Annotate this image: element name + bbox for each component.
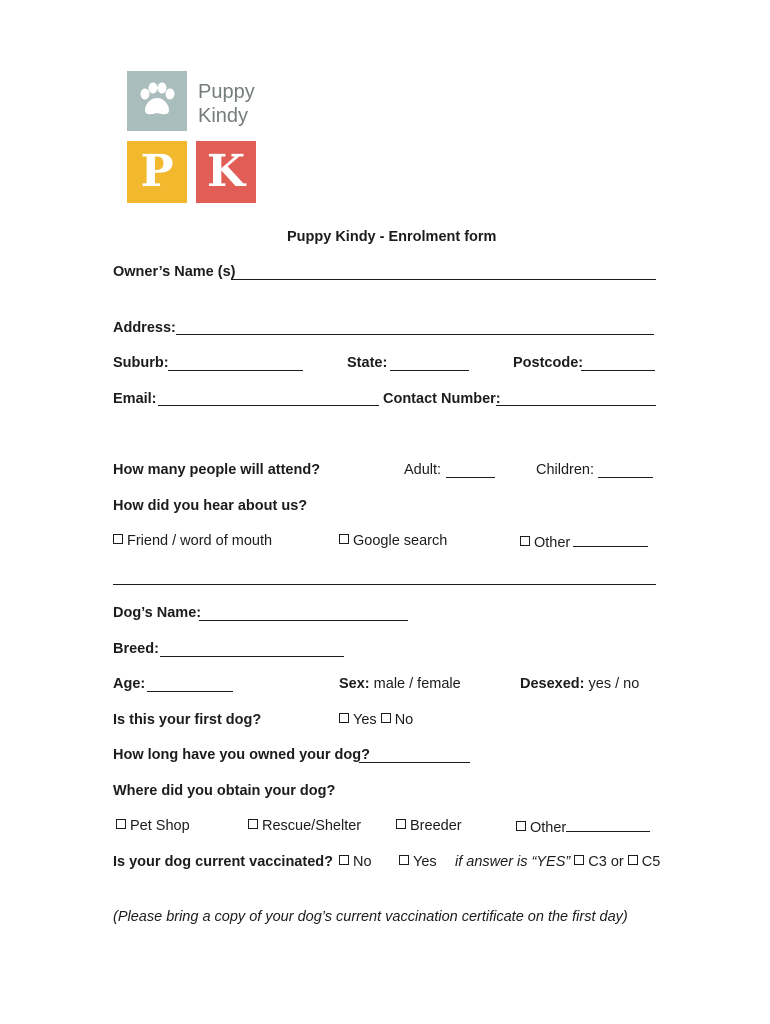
adult-field[interactable]	[446, 477, 495, 478]
email-label: Email:	[113, 391, 157, 407]
hear-option-other[interactable]: Other	[520, 532, 648, 552]
form-title: Puppy Kindy - Enrolment form	[287, 229, 497, 245]
hear-option-google[interactable]: Google search	[339, 532, 447, 550]
first-dog-question: Is this your first dog?	[113, 712, 262, 728]
children-field[interactable]	[598, 477, 653, 478]
checkbox-icon[interactable]	[339, 855, 349, 865]
hear-other-field[interactable]	[573, 532, 648, 547]
paw-icon	[136, 80, 178, 122]
obtain-option-other[interactable]: Other	[516, 817, 650, 837]
checkbox-icon[interactable]	[399, 855, 409, 865]
owner-name-field[interactable]	[231, 279, 656, 280]
hear-question: How did you hear about us?	[113, 498, 308, 514]
obtain-option-breeder[interactable]: Breeder	[396, 817, 462, 835]
first-dog-no[interactable]: No	[394, 712, 414, 728]
dog-name-field[interactable]	[199, 620, 408, 621]
obtain-option-rescue[interactable]: Rescue/Shelter	[248, 817, 361, 835]
checkbox-icon[interactable]	[339, 534, 349, 544]
age-label: Age:	[113, 676, 146, 692]
first-dog-options	[339, 711, 413, 729]
vaccination-type	[455, 853, 660, 871]
checkbox-icon[interactable]	[248, 819, 258, 829]
vaccination-no[interactable]: No	[339, 853, 372, 871]
age-field[interactable]	[147, 691, 233, 692]
logo-wordmark	[198, 80, 255, 128]
owned-field[interactable]	[359, 762, 470, 763]
dog-name-label: Dog’s Name:	[113, 605, 202, 621]
hear-option-friend[interactable]: Friend / word of mouth	[113, 532, 272, 550]
puppy-kindy-logo	[127, 71, 257, 203]
obtain-option-pet-shop[interactable]: Pet Shop	[116, 817, 190, 835]
attend-question: How many people will attend?	[113, 462, 321, 478]
vaccination-c5[interactable]: C5	[641, 854, 661, 870]
adult-label: Adult:	[404, 462, 442, 478]
vaccination-certificate-note: (Please bring a copy of your dog’s current vaccination certificate on the first day)	[113, 909, 628, 925]
postcode-label: Postcode:	[513, 355, 584, 371]
hear-other-line[interactable]	[113, 584, 656, 585]
checkbox-icon[interactable]	[116, 819, 126, 829]
checkbox-icon[interactable]	[574, 855, 584, 865]
desexed-field[interactable]: Desexed: yes / no	[520, 676, 640, 692]
vaccination-yes[interactable]: Yes	[399, 853, 437, 871]
state-field[interactable]	[390, 370, 469, 371]
first-dog-yes[interactable]: Yes	[353, 712, 377, 728]
obtain-question: Where did you obtain your dog?	[113, 783, 336, 799]
breed-label: Breed:	[113, 641, 159, 657]
checkbox-icon[interactable]	[381, 713, 391, 723]
paw-tile	[127, 71, 187, 131]
state-label: State:	[347, 355, 388, 371]
sex-field[interactable]: Sex: male / female	[339, 676, 461, 692]
checkbox-icon[interactable]	[628, 855, 638, 865]
checkbox-icon[interactable]	[339, 713, 349, 723]
checkbox-icon[interactable]	[516, 821, 526, 831]
if-yes-note: if answer is “YES”	[455, 854, 571, 870]
checkbox-icon[interactable]	[113, 534, 123, 544]
obtain-other-field[interactable]	[566, 817, 650, 832]
owner-name-label: Owner’s Name (s)	[113, 264, 236, 280]
contact-number-field[interactable]	[496, 405, 656, 406]
vaccination-question: Is your dog current vaccinated?	[113, 854, 333, 870]
suburb-label: Suburb:	[113, 355, 169, 371]
children-label: Children:	[536, 462, 595, 478]
logo-line-1: Puppy	[198, 81, 255, 103]
logo-line-2: Kindy	[198, 105, 249, 127]
checkbox-icon[interactable]	[396, 819, 406, 829]
vaccination-c3[interactable]: C3 or	[588, 854, 624, 870]
owned-question: How long have you owned your dog?	[113, 747, 370, 763]
address-label: Address:	[113, 320, 176, 336]
logo-tile-k: K	[196, 141, 256, 203]
email-field[interactable]	[158, 405, 379, 406]
postcode-field[interactable]	[581, 370, 655, 371]
address-field[interactable]	[176, 334, 654, 335]
breed-field[interactable]	[160, 656, 344, 657]
logo-tile-p: P	[127, 141, 187, 203]
contact-number-label: Contact Number:	[383, 391, 501, 407]
suburb-field[interactable]	[168, 370, 303, 371]
checkbox-icon[interactable]	[520, 536, 530, 546]
